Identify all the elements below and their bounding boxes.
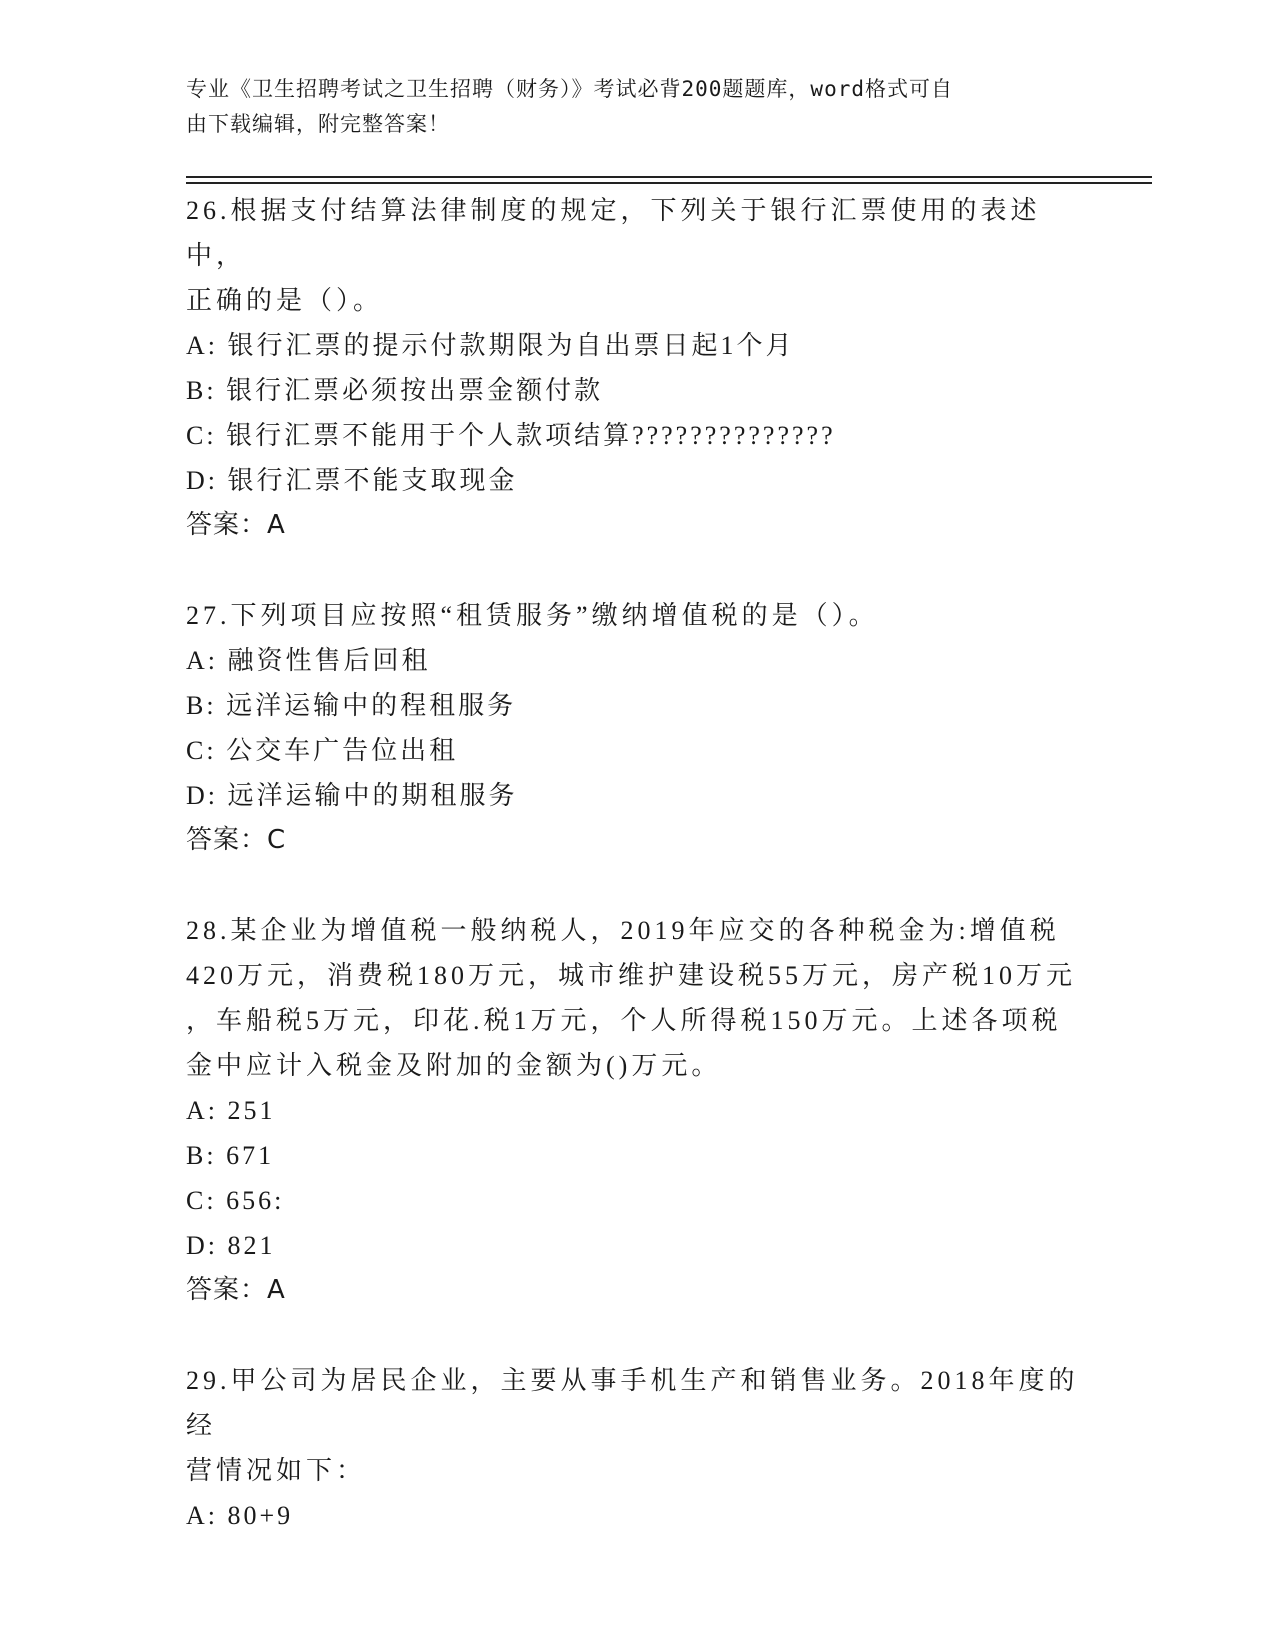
option-c: C: 银行汇票不能用于个人款项结算?????????????? — [186, 421, 836, 450]
option-a: A: 融资性售后回租 — [186, 646, 431, 675]
question-text-line: 28.某企业为增值税一般纳税人，2019年应交的各种税金为:增值税 — [186, 916, 1060, 945]
question-text-line: ，车船税5万元，印花.税1万元，个人所得税150万元。上述各项税 — [186, 1006, 1062, 1035]
option-d: D: 银行汇票不能支取现金 — [186, 466, 518, 495]
answer: 答案：C — [186, 825, 287, 855]
question-26 — [186, 188, 1086, 548]
question-text-line: 营情况如下： — [186, 1456, 367, 1485]
question-27 — [186, 593, 1086, 863]
option-a: A: 银行汇票的提示付款期限为自出票日起1个月 — [186, 331, 795, 360]
question-list — [186, 188, 1086, 1538]
question-text-line: 26.根据支付结算法律制度的规定，下列关于银行汇票使用的表述中， — [186, 196, 1041, 270]
answer: 答案：A — [186, 1275, 286, 1305]
question-text-line: 420万元，消费税180万元，城市维护建设税55万元，房产税10万元 — [186, 961, 1077, 990]
option-a: A: 251 — [186, 1096, 276, 1125]
option-c: C: 656: — [186, 1186, 285, 1215]
option-d: D: 821 — [186, 1231, 276, 1260]
question-28 — [186, 908, 1086, 1313]
option-b: B: 671 — [186, 1141, 275, 1170]
option-d: D: 远洋运输中的期租服务 — [186, 781, 518, 810]
header-divider-bottom — [186, 182, 1152, 184]
question-29 — [186, 1358, 1086, 1538]
option-c: C: 公交车广告位出租 — [186, 736, 459, 765]
option-b: B: 远洋运输中的程租服务 — [186, 691, 517, 720]
header-line-1: 专业《卫生招聘考试之卫生招聘（财务）》考试必背200题题库，word格式可自 — [186, 77, 953, 101]
question-text-line: 27.下列项目应按照“租赁服务”缴纳增值税的是（）。 — [186, 601, 879, 630]
option-a: A: 80+9 — [186, 1501, 294, 1530]
option-b: B: 银行汇票必须按出票金额付款 — [186, 376, 604, 405]
answer: 答案：A — [186, 510, 286, 540]
question-text-line: 金中应计入税金及附加的金额为()万元。 — [186, 1051, 722, 1080]
document-header — [186, 72, 1066, 142]
header-line-2: 由下载编辑，附完整答案！ — [186, 112, 450, 136]
question-text-line: 正确的是（）。 — [186, 286, 384, 315]
header-divider-top — [186, 176, 1152, 178]
question-text-line: 29.甲公司为居民企业，主要从事手机生产和销售业务。2018年度的经 — [186, 1366, 1079, 1440]
